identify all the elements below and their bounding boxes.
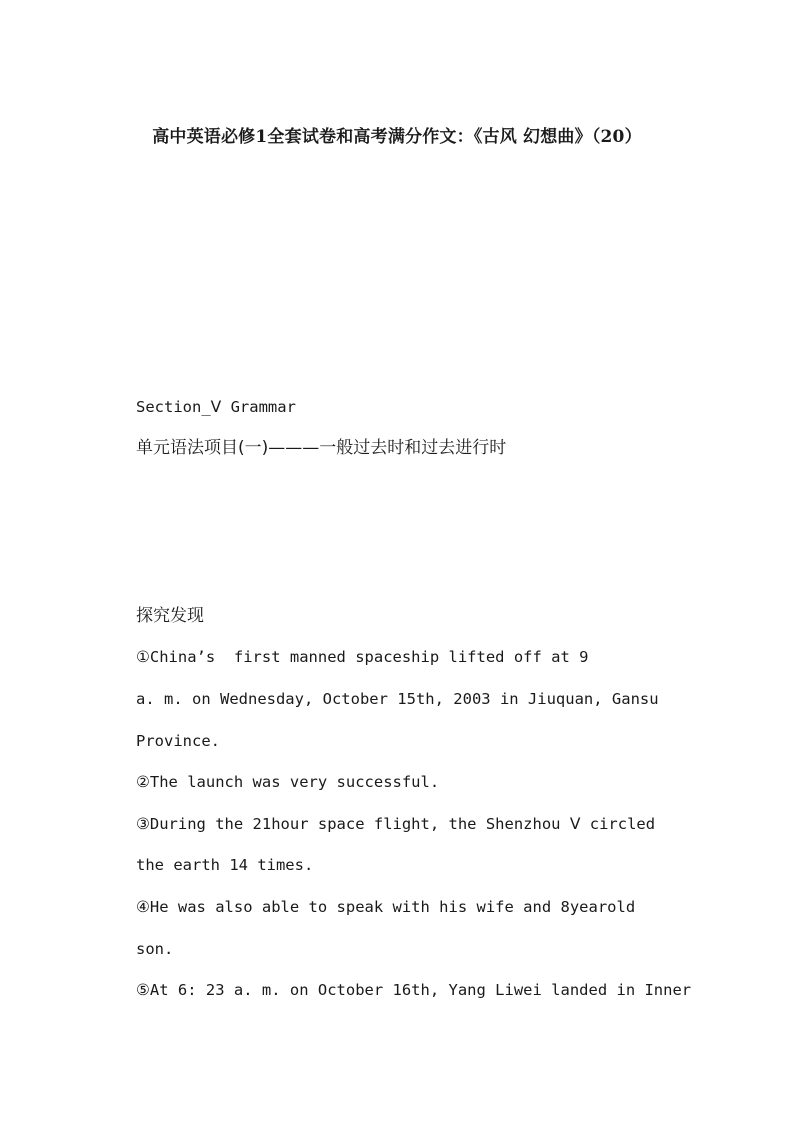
body-line: a. m. on Wednesday, October 15th, 2003 in Jiuquan, Gansu bbox=[136, 690, 659, 708]
document-title: 高中英语必修1全套试卷和高考满分作文：《古风 幻想曲》（20） bbox=[152, 127, 642, 147]
body-line: the earth 14 times. bbox=[136, 856, 314, 874]
body-line: ②The launch was very successful. bbox=[136, 773, 440, 791]
unit-subtitle: 单元语法项目(一)———一般过去时和过去进行时 bbox=[136, 438, 507, 458]
discovery-label: 探究发现 bbox=[136, 606, 204, 626]
section-heading: Section_Ⅴ Grammar bbox=[136, 398, 296, 416]
body-line: ④He was also able to speak with his wife and 8yearold bbox=[136, 898, 636, 916]
body-line: ⑤At 6: 23 a. m. on October 16th, Yang Liwei landed in Inner bbox=[136, 981, 692, 999]
body-line: ①China’s first manned spaceship lifted off at 9 bbox=[136, 648, 589, 666]
body-line: ③During the 21hour space flight, the Shenzhou Ⅴ circled bbox=[136, 815, 656, 833]
body-line: Province. bbox=[136, 732, 220, 750]
body-line: son. bbox=[136, 940, 174, 958]
